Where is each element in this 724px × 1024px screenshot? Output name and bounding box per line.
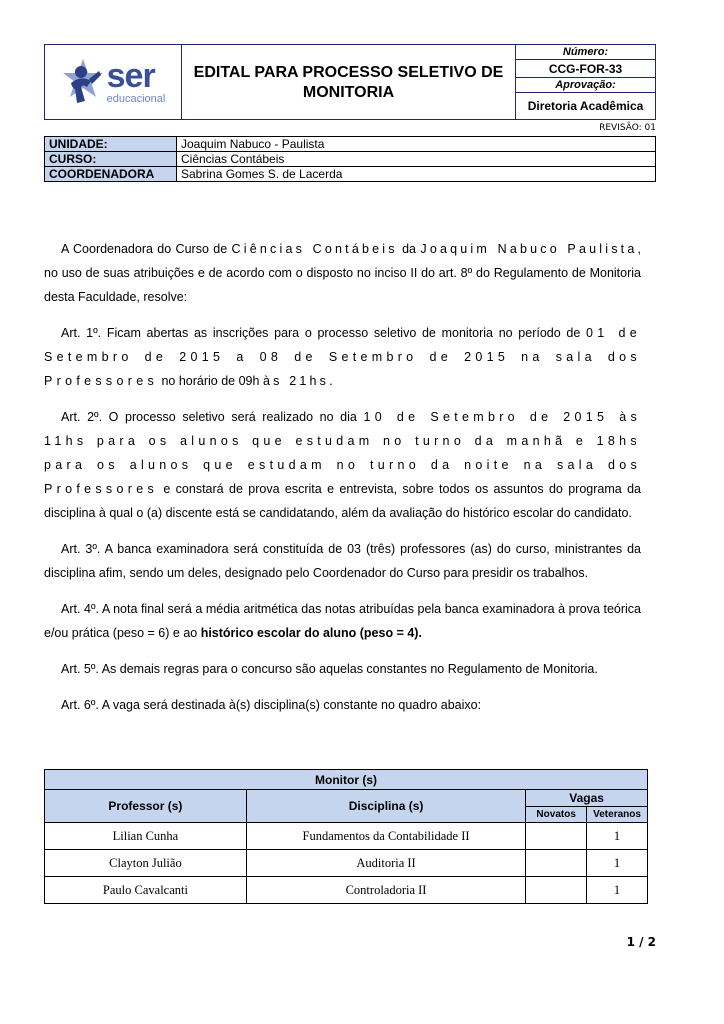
table-row	[45, 850, 648, 877]
col-professor-header: Professor (s)	[45, 790, 247, 823]
veteranos-cell: 1	[587, 877, 648, 904]
art4-text-a: Art. 4º. A nota final será a média aritmética das notas atribuídas pela banca examinadora à prova teórica e/ou prática (peso = 6) e ao	[44, 602, 641, 640]
table-row	[45, 790, 648, 807]
monitor-table	[44, 769, 648, 904]
unidade-value: Joaquim Nabuco - Paulista	[177, 137, 656, 152]
art2-text-b: e constará de prova escrita e entrevista, sobre todos os assuntos do programa da disciplina à qual o (a) discente está se candidatando, além da avaliação do histórico escolar do candidato.	[44, 482, 641, 520]
article-4	[44, 597, 641, 645]
col-disciplina-header: Disciplina (s)	[246, 790, 525, 823]
star-person-icon	[61, 57, 105, 107]
intro-text-a: A Coordenadora do Curso de	[61, 242, 232, 256]
art4-text-b: histórico escolar do aluno (peso = 4).	[200, 626, 422, 640]
intro-curso: Ciências Contábeis	[231, 242, 398, 256]
revision-label: REVISÃO: 01	[599, 123, 656, 133]
col-veteranos-header: Veteranos	[587, 807, 648, 823]
novatos-cell	[526, 877, 587, 904]
numero-value: CCG-FOR-33	[516, 60, 655, 78]
intro-text-b: da	[397, 242, 421, 256]
curso-value: Ciências Contábeis	[177, 152, 656, 167]
col-vagas-header: Vagas	[526, 790, 648, 807]
disciplina-cell: Auditoria II	[246, 850, 525, 877]
professor-cell: Clayton Julião	[45, 850, 247, 877]
art2-quando: 10 de Setembro de 2015 às 11hs para os alunos que estudam no turno da manhã e 18hs para os alunos que estudam no turno da noite na sala dos Professores	[44, 410, 641, 496]
disciplina-cell: Controladoria II	[246, 877, 525, 904]
curso-label: CURSO:	[45, 152, 177, 167]
numero-label: Número:	[516, 45, 655, 60]
veteranos-cell: 1	[587, 850, 648, 877]
article-6: Art. 6º. A vaga será destinada à(s) disciplina(s) constante no quadro abaixo:	[61, 698, 482, 712]
table-row	[45, 137, 656, 152]
art1-text-a: Art. 1º. Ficam abertas as inscrições para o processo seletivo de monitoria no período de	[61, 326, 586, 340]
professor-cell: Lilian Cunha	[45, 823, 247, 850]
document-header	[44, 44, 656, 120]
page-number: 1 / 2	[626, 935, 656, 949]
art1-text-b: no horário de 09h	[158, 374, 263, 388]
table-row	[45, 167, 656, 182]
aprovacao-value: Diretoria Acadêmica	[527, 99, 644, 113]
unidade-label: UNIDADE:	[45, 137, 177, 152]
coordenadora-label: COORDENADORA	[45, 167, 177, 182]
logo-subtitle: educacional	[106, 93, 166, 105]
intro-text-c: , no uso de suas atribuições e de acordo com o disposto no inciso II do art. 8º do Regulamento de Monitoria desta Faculdade, resolve:	[44, 242, 641, 304]
article-3: Art. 3º. A banca examinadora será constituída de 03 (três) professores (as) do curso, ministrantes da disciplina afim, sendo um deles, designado pelo Coordenador do Curso para presidir os trabalhos.	[44, 542, 641, 580]
professor-cell: Paulo Cavalcanti	[45, 877, 247, 904]
ser-educacional-logo	[61, 57, 166, 107]
art1-horario: às 21hs.	[262, 374, 336, 388]
article-2	[44, 405, 641, 525]
table-row	[45, 152, 656, 167]
col-novatos-header: Novatos	[526, 807, 587, 823]
novatos-cell	[526, 823, 587, 850]
article-1	[44, 321, 641, 393]
art2-text-a: Art. 2º. O processo seletivo será realizado no dia	[61, 410, 364, 424]
meta-cell	[515, 45, 655, 119]
disciplina-cell: Fundamentos da Contabilidade II	[246, 823, 525, 850]
logo-cell	[45, 45, 182, 119]
document-title: EDITAL PARA PROCESSO SELETIVO DE MONITORIA	[193, 64, 504, 101]
table-row	[45, 770, 648, 790]
table-row	[45, 877, 648, 904]
document-body	[44, 237, 641, 717]
monitor-caption: Monitor (s)	[45, 770, 648, 790]
aprovacao-label: Aprovação:	[516, 78, 655, 93]
veteranos-cell: 1	[587, 823, 648, 850]
intro-paragraph	[44, 237, 641, 309]
coordenadora-value: Sabrina Gomes S. de Lacerda	[177, 167, 656, 182]
document-title-cell	[182, 45, 515, 119]
intro-unidade: Joaquim Nabuco Paulista	[420, 242, 638, 256]
unit-info-table	[44, 136, 656, 182]
article-5: Art. 5º. As demais regras para o concurso são aquelas constantes no Regulamento de Monitoria.	[61, 662, 598, 676]
table-row	[45, 823, 648, 850]
logo-word: ser	[106, 57, 155, 95]
art1-periodo: 01 de Setembro de 2015 a 08 de Setembro de 2015 na sala dos Professores	[44, 326, 641, 388]
novatos-cell	[526, 850, 587, 877]
